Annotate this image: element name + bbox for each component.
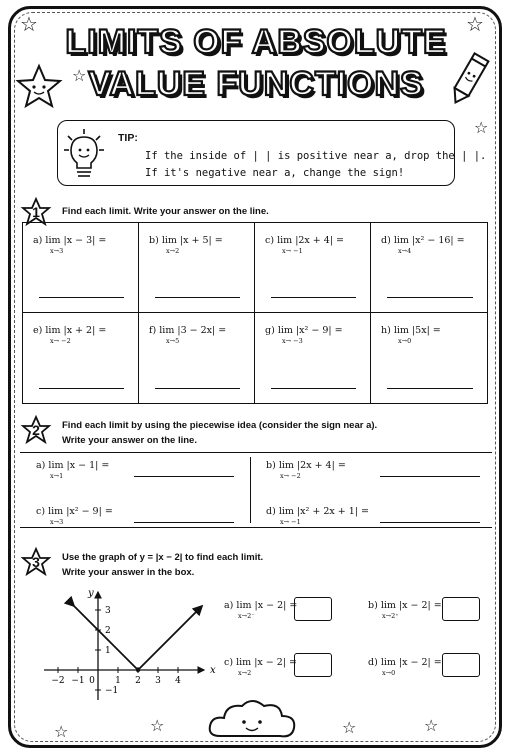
answer-line[interactable] bbox=[271, 297, 356, 298]
problem-cell bbox=[371, 313, 487, 403]
vertex-point bbox=[136, 668, 140, 672]
problem-expression: b) lim |x + 5| = x→2 bbox=[149, 235, 223, 255]
star-icon: ☆ bbox=[466, 12, 484, 36]
problem-cell bbox=[23, 223, 139, 313]
answer-line[interactable] bbox=[155, 297, 240, 298]
page-title-line2: VALUE FUNCTIONS bbox=[88, 65, 424, 103]
limit-subscript: x→4 bbox=[398, 247, 412, 255]
limit-subscript: x→ −3 bbox=[282, 337, 303, 345]
star-icon: ☆ bbox=[474, 118, 489, 137]
problem-expression: d) lim |x² − 16| = x→4 bbox=[381, 235, 465, 255]
answer-line[interactable] bbox=[387, 297, 473, 298]
section-2-divider bbox=[250, 457, 251, 523]
answer-line[interactable] bbox=[134, 476, 234, 477]
problem-cell bbox=[255, 223, 371, 313]
problem-expression: f) lim |3 − 2x| = x→5 bbox=[149, 325, 227, 345]
x-tick-label: 3 bbox=[155, 676, 161, 686]
graph-right-ray bbox=[138, 606, 202, 670]
answer-line[interactable] bbox=[39, 388, 124, 389]
y-tick-label: −1 bbox=[105, 686, 119, 696]
limit-subscript: x→0 bbox=[398, 337, 412, 345]
problem-expression: a) lim |x − 3| = x→3 bbox=[33, 235, 107, 255]
lightbulb-icon bbox=[64, 128, 104, 182]
answer-box[interactable] bbox=[442, 653, 480, 677]
limit-subscript: x→ −2 bbox=[280, 472, 301, 480]
problem-cell bbox=[255, 313, 371, 403]
limit-subscript: x→ −2 bbox=[50, 337, 71, 345]
problem-expression: b) lim |x − 2| = x→2⁺ bbox=[368, 600, 442, 620]
problem-expression: a) lim |x − 2| = x→2⁻ bbox=[224, 600, 298, 620]
limit-subscript: x→2 bbox=[238, 669, 252, 677]
section-2-number: 2 bbox=[32, 422, 40, 438]
star-icon: ☆ bbox=[342, 718, 357, 737]
x-tick-label: 4 bbox=[175, 676, 181, 686]
page-title-line1: LIMITS OF ABSOLUTE bbox=[65, 23, 447, 61]
problem-cell bbox=[371, 223, 487, 313]
section-3-instruction-1: Use the graph of y = |x − 2| to find each limit. bbox=[62, 552, 264, 563]
absolute-value-graph bbox=[30, 582, 216, 702]
limit-subscript: x→5 bbox=[166, 337, 180, 345]
limit-subscript: x→1 bbox=[50, 472, 64, 480]
section-3-instruction-2: Write your answer in the box. bbox=[62, 567, 195, 578]
section-1-instruction: Find each limit. Write your answer on the line. bbox=[62, 206, 269, 217]
answer-box[interactable] bbox=[294, 653, 332, 677]
problem-expression: c) lim |x − 2| = x→2 bbox=[224, 657, 297, 677]
answer-line[interactable] bbox=[380, 476, 480, 477]
answer-line[interactable] bbox=[380, 522, 480, 523]
x-axis-label: x bbox=[210, 665, 216, 676]
limit-subscript: x→2⁻ bbox=[238, 612, 255, 620]
star-icon: ☆ bbox=[150, 716, 165, 735]
section-1-problem-grid bbox=[22, 222, 488, 404]
problem-expression: c) lim |x² − 9| = x→3 bbox=[36, 506, 113, 526]
limit-subscript: x→ −1 bbox=[282, 247, 303, 255]
section-2-instruction-2: Write your answer on the line. bbox=[62, 435, 197, 446]
y-tick-label: 3 bbox=[105, 606, 111, 616]
limit-subscript: x→2 bbox=[166, 247, 180, 255]
x-tick-label: −2 bbox=[51, 676, 65, 686]
limit-subscript: x→3 bbox=[50, 518, 64, 526]
tip-line-1: If the inside of | | is positive near a, drop the | |. bbox=[145, 150, 487, 162]
answer-line[interactable] bbox=[387, 388, 473, 389]
answer-line[interactable] bbox=[134, 522, 234, 523]
problem-cell bbox=[23, 313, 139, 403]
limit-subscript: x→2⁺ bbox=[382, 612, 399, 620]
problem-expression: g) lim |x² − 9| = x→ −3 bbox=[265, 325, 343, 345]
problem-expression: d) lim |x² + 2x + 1| = x→ −1 bbox=[266, 506, 369, 526]
answer-line[interactable] bbox=[39, 297, 124, 298]
star-icon: ☆ bbox=[20, 12, 38, 36]
tip-label: TIP: bbox=[118, 132, 138, 144]
problem-expression: e) lim |x + 2| = x→ −2 bbox=[33, 325, 107, 345]
x-tick-label: 1 bbox=[115, 676, 121, 686]
problem-cell bbox=[139, 223, 255, 313]
y-tick-label: 1 bbox=[105, 646, 111, 656]
answer-box[interactable] bbox=[294, 597, 332, 621]
tip-line-2: If it's negative near a, change the sign! bbox=[145, 167, 405, 179]
limit-subscript: x→ −1 bbox=[280, 518, 301, 526]
limit-subscript: x→3 bbox=[50, 247, 64, 255]
problem-cell bbox=[139, 313, 255, 403]
problem-expression: b) lim |2x + 4| = x→ −2 bbox=[266, 460, 346, 480]
problem-expression: d) lim |x − 2| = x→0 bbox=[368, 657, 442, 677]
limit-subscript: x→0 bbox=[382, 669, 396, 677]
star-icon: ☆ bbox=[424, 716, 439, 735]
section-3-number: 3 bbox=[32, 554, 40, 570]
answer-line[interactable] bbox=[271, 388, 356, 389]
section-1-number: 1 bbox=[32, 204, 40, 220]
y-tick-label: 2 bbox=[105, 626, 111, 636]
problem-expression: h) lim |5x| = x→0 bbox=[381, 325, 441, 345]
problem-expression: a) lim |x − 1| = x→1 bbox=[36, 460, 110, 480]
problem-expression: c) lim |2x + 4| = x→ −1 bbox=[265, 235, 345, 255]
x-tick-label: 0 bbox=[89, 676, 95, 686]
y-axis-label: y bbox=[88, 588, 94, 599]
star-icon: ☆ bbox=[72, 66, 87, 85]
section-2-instruction-1: Find each limit by using the piecewise idea (consider the sign near a). bbox=[62, 420, 378, 431]
answer-box[interactable] bbox=[442, 597, 480, 621]
answer-line[interactable] bbox=[155, 388, 240, 389]
star-icon: ☆ bbox=[54, 722, 69, 741]
x-tick-label: 2 bbox=[135, 676, 141, 686]
x-tick-label: −1 bbox=[71, 676, 85, 686]
cloud-icon bbox=[206, 696, 298, 742]
